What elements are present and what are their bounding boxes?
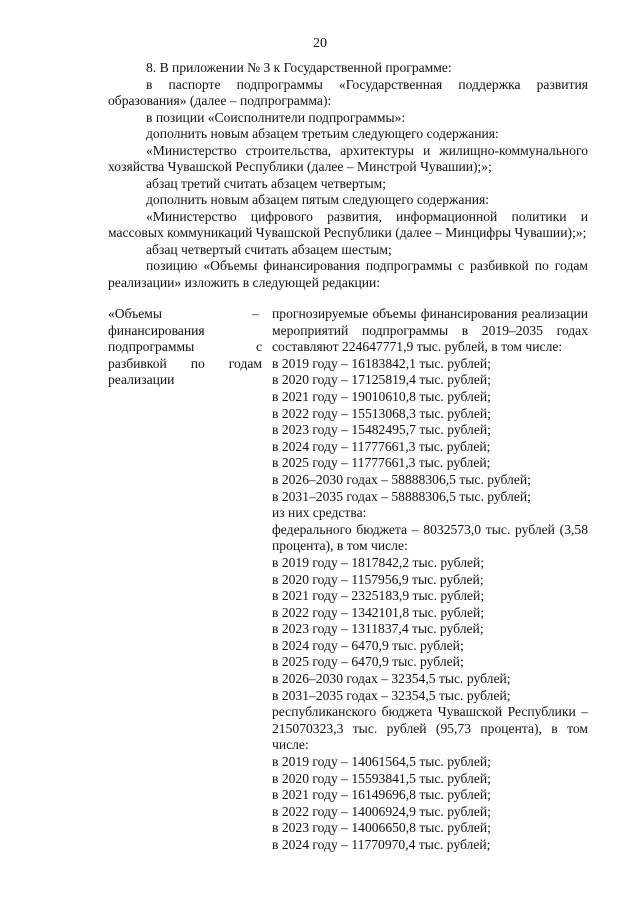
year-line: в 2023 году – 15482495,7 тыс. рублей; [272,422,491,438]
year-line: в 2021 году – 2325183,9 тыс. рублей; [272,588,485,604]
year-line: в 2024 году – 6470,9 тыс. рублей; [272,637,464,653]
republic-budget-text: республиканского бюджета Чувашской Республики – 215070323,3 тыс. рублей (95,73 процента), в том числе: [272,704,588,753]
intro-paragraph: дополнить новым абзацем третьим следующего содержания: [146,126,499,141]
year-line: в 2024 году – 11770970,4 тыс. рублей; [272,837,491,852]
intro-paragraph: «Министерство строительства, архитектуры и жилищно-коммунального хозяйства Чувашской Республики (далее – Минстрой Чувашии);»; [108,142,588,174]
intro-text-block [108,60,588,291]
intro-paragraph: 8. В приложении № 3 к Государственной программе: [146,60,452,75]
year-line: в 2031–2035 годах – 32354,5 тыс. рублей; [272,687,511,703]
year-line: в 2019 году – 14061564,5 тыс. рублей; [272,754,491,770]
intro-paragraph: «Министерство цифрового развития, информационной политики и массовых коммуникаций Чувашской Республики (далее – Минцифры Чувашии);»; [108,208,588,240]
total-funding-text: прогнозируемые объемы финансирования реализации мероприятий подпрограммы в 2019–2035 годах составляют 224647771,9 тыс. рублей, в том числе: [272,306,588,355]
year-line: в 2020 году – 15593841,5 тыс. рублей; [272,770,491,786]
sources-intro: из них средства: [272,505,367,521]
year-line: в 2020 году – 1157956,9 тыс. рублей; [272,571,484,587]
year-line: в 2020 году – 17125819,4 тыс. рублей; [272,372,491,388]
year-line: в 2023 году – 1311837,4 тыс. рублей; [272,621,484,637]
federal-budget-text: федерального бюджета – 8032573,0 тыс. рублей (3,58 процента), в том числе: [272,521,588,554]
total-by-year-list [272,356,588,505]
republic-by-year-list [272,754,588,854]
year-line: в 2026–2030 годах – 32354,5 тыс. рублей; [272,671,511,687]
year-line: в 2022 году – 1342101,8 тыс. рублей; [272,604,485,620]
year-line: в 2022 году – 14006924,9 тыс. рублей; [272,803,491,819]
position-label-cell [108,306,262,389]
year-line: в 2022 году – 15513068,3 тыс. рублей; [272,405,491,421]
intro-paragraph: абзац третий считать абзацем четвертым; [146,175,386,191]
year-line: в 2031–2035 годах – 58888306,5 тыс. рублей; [272,488,531,504]
position-label: «Объемы финансирования подпрограммы с разбивкой по годам реализации [108,306,262,388]
year-line: в 2025 году – 6470,9 тыс. рублей; [272,654,464,670]
label-dash: – [252,306,259,321]
intro-paragraph: в позиции «Соисполнители подпрограммы»: [146,109,406,125]
intro-paragraph: позицию «Объемы финансирования подпрограммы с разбивкой по годам реализации» изложить в следующей редакции: [108,258,588,290]
year-line: в 2021 году – 16149696,8 тыс. рублей; [272,787,491,803]
year-line: в 2019 году – 16183842,1 тыс. рублей; [272,355,491,371]
year-line: в 2026–2030 годах – 58888306,5 тыс. рублей; [272,471,531,487]
page-number: 20 [313,36,327,51]
intro-paragraph: в паспорте подпрограммы «Государственная поддержка развития образования» (далее – подпрограмма): [108,76,588,108]
year-line: в 2019 году – 1817842,2 тыс. рублей; [272,554,485,570]
position-value-cell [272,306,588,854]
intro-paragraph: дополнить новым абзацем пятым следующего содержания: [146,192,490,207]
year-line: в 2021 году – 19010610,8 тыс. рублей; [272,388,491,404]
year-line: в 2023 году – 14006650,8 тыс. рублей; [272,820,491,836]
year-line: в 2025 году – 11777661,3 тыс. рублей; [272,455,491,471]
intro-paragraph: абзац четвертый считать абзацем шестым; [146,241,392,257]
year-line: в 2024 году – 11777661,3 тыс. рублей; [272,438,491,454]
federal-by-year-list [272,555,588,704]
